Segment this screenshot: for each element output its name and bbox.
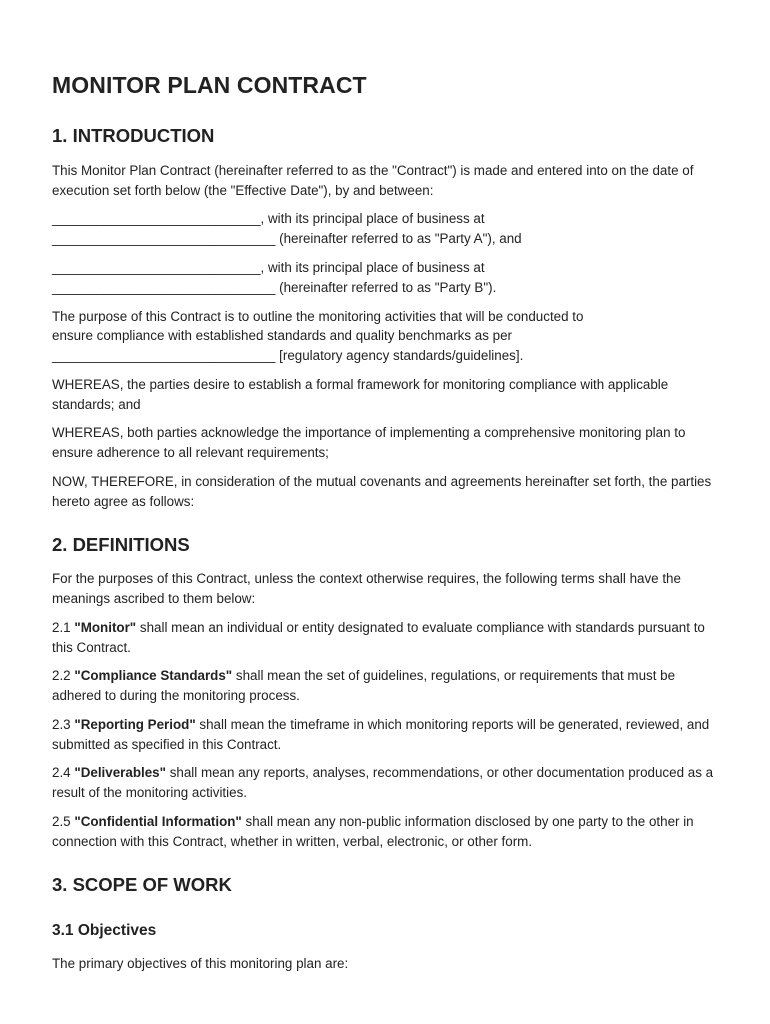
definition-number: 2.4: [52, 765, 71, 780]
party-b-line-2: ______________________________ (hereinafter referred to as "Party B").: [52, 280, 497, 295]
definition-term: "Compliance Standards": [74, 668, 233, 683]
definition-term: "Deliverables": [74, 765, 166, 780]
party-b-line-1: ____________________________, with its principal place of business at: [52, 260, 485, 275]
definition-number: 2.5: [52, 814, 71, 829]
definition-item: [52, 715, 722, 754]
party-a-line-2: ______________________________ (hereinafter referred to as "Party A"), and: [52, 231, 522, 246]
definition-text: shall mean an individual or entity designated to evaluate compliance with standards pursuant to this Contract.: [52, 620, 705, 655]
purpose-line-3: ______________________________ [regulatory agency standards/guidelines].: [52, 348, 524, 363]
definition-term: "Reporting Period": [74, 717, 196, 732]
definition-term: "Monitor": [74, 620, 137, 635]
page-title: MONITOR PLAN CONTRACT: [52, 72, 367, 98]
introduction-paragraph: This Monitor Plan Contract (hereinafter referred to as the "Contract") is made and entered into on the date of execution set forth below (the "Effective Date"), by and between:: [52, 163, 694, 198]
definition-text: shall mean any reports, analyses, recommendations, or other documentation produced as a result of the monitoring activities.: [52, 765, 714, 800]
definition-number: 2.2: [52, 668, 71, 683]
definition-text: shall mean the set of guidelines, regulations, or requirements that must be adhered to during the monitoring process.: [52, 668, 676, 703]
objectives-subheading: 3.1 Objectives: [52, 922, 157, 939]
whereas-paragraph-1: WHEREAS, the parties desire to establish a formal framework for monitoring compliance with applicable standards; and: [52, 377, 669, 412]
definition-number: 2.3: [52, 717, 71, 732]
purpose-line-1: The purpose of this Contract is to outline the monitoring activities that will be conducted to: [52, 309, 584, 324]
now-therefore-paragraph: NOW, THEREFORE, in consideration of the mutual covenants and agreements hereinafter set forth, the parties hereto agree as follows:: [52, 474, 712, 509]
definitions-intro: For the purposes of this Contract, unless the context otherwise requires, the following terms shall have the meanings ascribed to them below:: [52, 571, 681, 606]
definition-text: shall mean any non-public information disclosed by one party to the other in connection with this Contract, whether in written, verbal, electronic, or other form.: [52, 814, 694, 849]
definitions-heading: 2. DEFINITIONS: [52, 534, 190, 555]
definition-item: [52, 763, 722, 802]
purpose-line-2: ensure compliance with established standards and quality benchmarks as per: [52, 328, 513, 343]
definition-text: shall mean the timeframe in which monitoring reports will be generated, reviewed, and submitted as specified in this Contract.: [52, 717, 710, 752]
party-a-line-1: ____________________________, with its principal place of business at: [52, 211, 485, 226]
objectives-intro: The primary objectives of this monitoring plan are:: [52, 956, 349, 971]
definition-term: "Confidential Information": [74, 814, 242, 829]
definition-item: [52, 812, 722, 851]
scope-heading: 3. SCOPE OF WORK: [52, 874, 232, 895]
introduction-heading: 1. INTRODUCTION: [52, 125, 215, 146]
definition-number: 2.1: [52, 620, 71, 635]
definition-item: [52, 666, 722, 705]
whereas-paragraph-2: WHEREAS, both parties acknowledge the importance of implementing a comprehensive monitoring plan to ensure adherence to all relevant requirements;: [52, 425, 686, 460]
definition-item: [52, 618, 722, 657]
